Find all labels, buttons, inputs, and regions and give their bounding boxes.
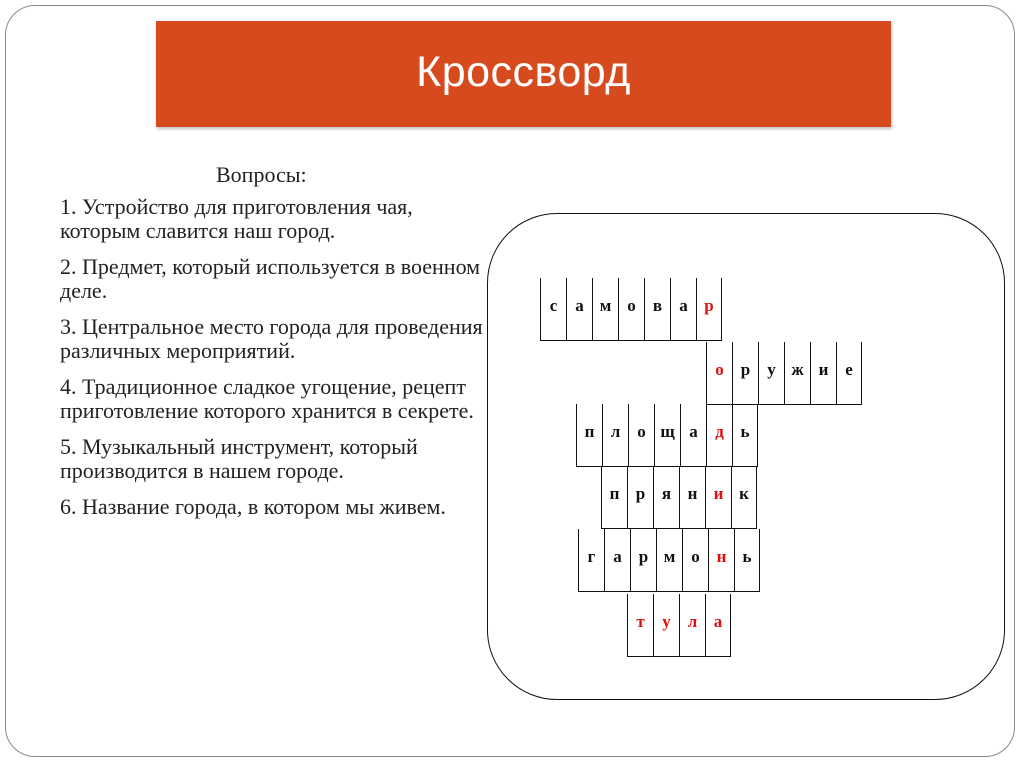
crossword-cell: д [706, 404, 732, 467]
crossword-cell: а [670, 278, 696, 341]
crossword-cell: р [696, 278, 722, 341]
crossword-cell: а [604, 529, 630, 592]
crossword-cell: м [656, 529, 682, 592]
crossword-cell: а [566, 278, 592, 341]
crossword-cell: г [578, 529, 604, 592]
crossword-row-3 [576, 404, 758, 467]
crossword-row-4 [601, 466, 757, 529]
crossword-cell: ж [784, 342, 810, 405]
slide-title: Кроссворд [416, 47, 631, 96]
crossword-cell: у [653, 594, 679, 657]
crossword-row-1 [540, 278, 722, 341]
crossword-cell: о [618, 278, 644, 341]
question-3: 3. Центральное место города для проведения различных мероприятий. [60, 314, 483, 363]
question-1: 1. Устройство для приготовления чая, которым славится наш город. [60, 194, 413, 243]
crossword-cell: о [706, 342, 732, 405]
crossword-cell: и [810, 342, 836, 405]
crossword-cell: п [576, 404, 602, 467]
crossword-row-6 [627, 594, 731, 657]
crossword-row-5 [578, 529, 760, 592]
crossword-cell: ь [734, 529, 760, 592]
crossword-cell: м [592, 278, 618, 341]
question-5: 5. Музыкальный инструмент, который производится в нашем городе. [60, 434, 418, 483]
crossword-cell: р [732, 342, 758, 405]
question-4: 4. Традиционное сладкое угощение, рецепт приготовление которого хранится в секрете. [60, 374, 474, 423]
crossword-cell: к [731, 466, 757, 529]
questions-heading: Вопросы: [216, 162, 307, 187]
crossword-cell: а [680, 404, 706, 467]
crossword-cell: с [540, 278, 566, 341]
crossword-cell: о [682, 529, 708, 592]
crossword-cell: н [679, 466, 705, 529]
question-6: 6. Название города, в котором мы живем. [60, 494, 446, 519]
crossword-cell: р [630, 529, 656, 592]
crossword-cell: и [705, 466, 731, 529]
crossword-cell: п [601, 466, 627, 529]
crossword-cell: в [644, 278, 670, 341]
crossword-cell: а [705, 594, 731, 657]
crossword-cell: т [627, 594, 653, 657]
crossword-cell: е [836, 342, 862, 405]
crossword-cell: л [602, 404, 628, 467]
title-bar [156, 21, 891, 127]
crossword-cell: л [679, 594, 705, 657]
crossword-cell: щ [654, 404, 680, 467]
crossword-cell: я [653, 466, 679, 529]
questions-list [60, 195, 490, 531]
crossword-cell: ь [732, 404, 758, 467]
crossword-cell: о [628, 404, 654, 467]
crossword-cell: у [758, 342, 784, 405]
crossword-row-2 [706, 342, 862, 405]
crossword-cell: р [627, 466, 653, 529]
crossword-cell: н [708, 529, 734, 592]
question-2: 2. Предмет, который используется в военном деле. [60, 254, 481, 303]
